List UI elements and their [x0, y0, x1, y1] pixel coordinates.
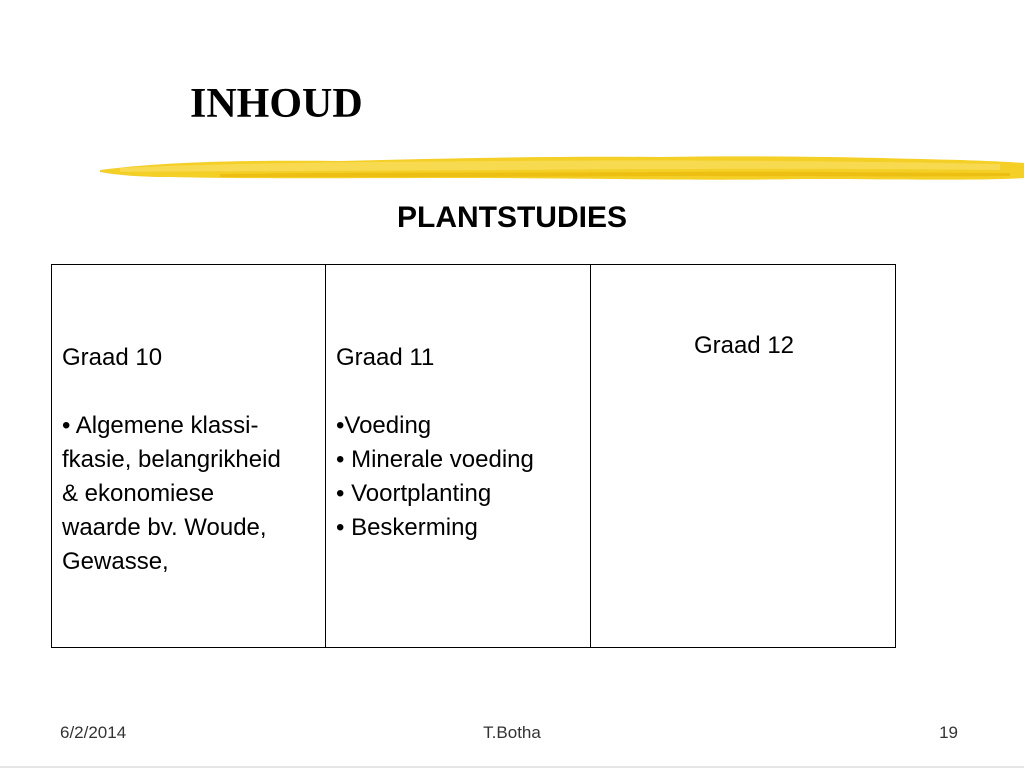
list-item: • Beskerming: [336, 514, 478, 541]
grade-11-column: [325, 265, 590, 647]
list-item: • Voortplanting: [336, 480, 492, 507]
grade-10-column: [52, 265, 325, 647]
page-number: 19: [939, 723, 958, 742]
footer-author: T.Botha: [483, 723, 541, 742]
slide-subtitle: PLANTSTUDIES: [396, 201, 627, 234]
list-item: •Voeding: [336, 412, 432, 439]
grade-12-column: [590, 265, 895, 647]
grade-10-content: • Algemene klassi- fkasie, belangrikheid & ekonomiese waarde bv. Woude, Gewasse,: [62, 412, 281, 575]
grade-table: [51, 264, 896, 648]
grade-12-heading: Graad 12: [693, 332, 795, 359]
list-item: • Minerale voeding: [336, 446, 534, 473]
yellow-brush-stroke: [100, 148, 1024, 188]
grade-11-heading: Graad 11: [336, 344, 435, 371]
grade-10-heading: Graad 10: [62, 344, 163, 371]
slide-title: INHOUD: [190, 81, 363, 127]
footer-date: 6/2/2014: [60, 723, 127, 742]
grade-11-topic-list: [336, 409, 582, 545]
